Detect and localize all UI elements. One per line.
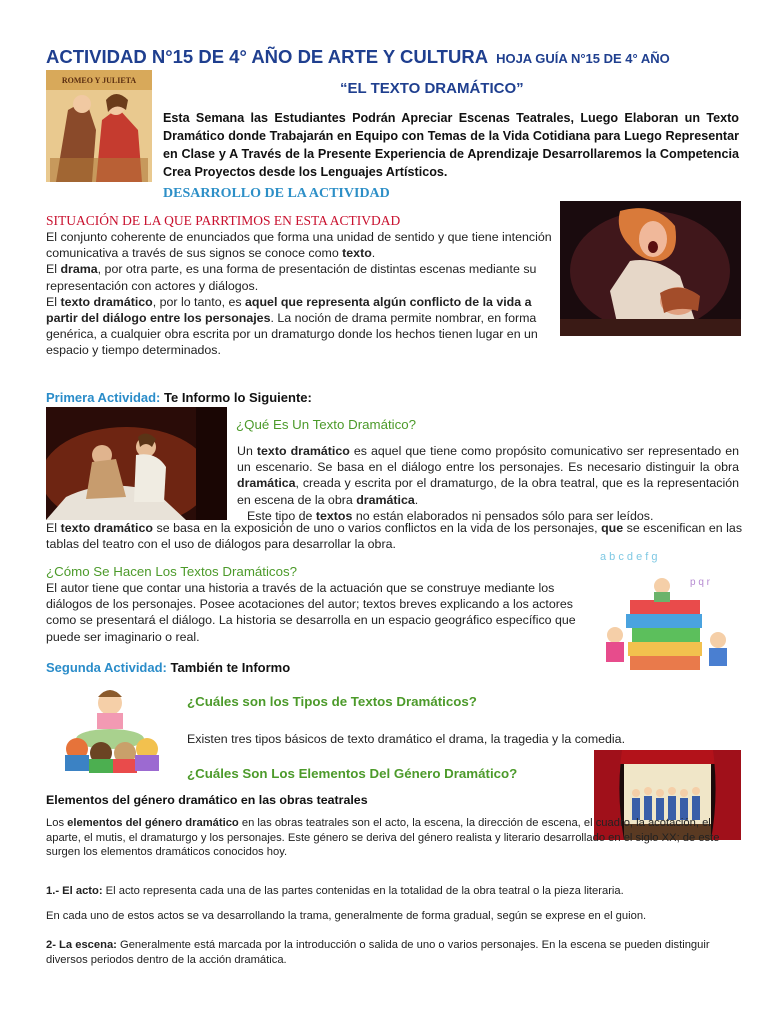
situation-text [46,229,552,359]
elements-text [46,816,743,860]
text-run-bold: que [601,521,624,535]
act-paragraph [46,884,743,899]
situation-paragraph-3 [46,294,552,359]
text-run: El [46,294,61,309]
text-run-bold: 1.- El acto: [46,885,103,897]
actress-singing-photo [560,201,741,336]
main-title: “EL TEXTO DRAMÁTICO” [340,80,524,97]
text-run-bold: texto dramático [60,294,153,309]
text-run-bold: dramática [237,476,296,491]
svg-text:p q r: p q r [690,577,711,588]
development-heading: DESARROLLO DE LA ACTIVIDAD [163,186,390,201]
kids-group-illustration [55,683,165,773]
how-made-answer: El autor tiene que contar una historia a través de la actuación que se construye mediante los diálogos de los personajes. Posee acotaciones del autor; textos breves explicando a los actores como se presentará el diálogo. La historia se desarrolla en un espacio geográfico específico que puede ser imaginario o real. [46,581,576,644]
text-run: se basa en la exposición de uno o varios conflictos en la vida de los personajes, [152,521,602,535]
text-run-bold: texto dramático [60,521,153,535]
text-run: . [414,492,419,507]
text-run: . La noción de drama permite nombrar, en forma genérica, a cualquier obra escrita por un dramaturgo donde los hechos tienen lugar en un espacio y tiempo determinados. [46,311,538,358]
text-run-bold: texto dramático [256,444,350,458]
text-run-bold: textos [315,508,353,523]
question-types: ¿Cuáles son los Tipos de Textos Dramáticos? [187,694,477,709]
text-run-bold: drama [60,262,98,277]
first-activity-text: Te Informo lo Siguiente: [164,390,312,405]
dramatic-text-definition [237,443,739,524]
act-paragraph-2: En cada uno de estos actos se va desarrollando la trama, generalmente de forma gradual, según se exprese en el guion. [46,910,647,922]
poster-text: ROMEO Y JULIETA [61,76,137,85]
text-run: , por lo tanto, es [152,294,246,309]
kids-reading-books-illustration [590,540,742,680]
text-run: El conjunto coherente de enunciados que forma una unidad de sentido y que tiene intención comunicativa a través de sus signos se conoce como [46,230,552,261]
text-run: , por otra parte, es una forma de presentación de distintas escenas mediante su representación con actores y diálogos. [46,262,537,293]
text-run: no están elaborados ni pensados sólo para ser leídos. [352,508,654,523]
text-run: El [46,521,61,535]
text-run: es aquel que tiene como propósito comunicativo ser representado en un escenario. Se basa en el diálogo entre los personajes. Es necesario distinguir la obra [237,444,739,475]
question-what-is-dramatic-text: ¿Qué Es Un Texto Dramático? [236,417,417,432]
situation-paragraph-2 [46,261,552,293]
text-run-bold: elementos del género dramático [67,817,239,829]
types-answer: Existen tres tipos básicos de texto dramático el drama, la tragedia y la comedia. [187,732,626,746]
svg-text:a b c d e f g: a b c d e f g [600,551,658,563]
situation-heading: SITUACIÓN DE LA QUE PARRTIMOS EN ESTA ACTIVDAD [46,213,401,228]
text-run: Los [46,817,68,829]
text-run: . [371,246,376,261]
text-run: El acto representa cada una de las partes contenidas en la totalidad de la obra teatral o la pieza literaria. [102,885,624,897]
text-run: Un [237,444,257,458]
situation-paragraph-1 [46,229,552,261]
subtitle-text: HOJA GUÍA N°15 DE 4° AÑO [496,51,670,66]
title-text: ACTIVIDAD N°15 DE 4° AÑO DE ARTE Y CULTURA [46,46,489,67]
romeo-julieta-poster-image [46,70,152,182]
intro-paragraph: Esta Semana las Estudiantes Podrán Apreciar Escenas Teatrales, Luego Elaboran un Texto Dramático donde Trabajarán en Equipo con Temas de la Vida Cotidiana para Luego Representar en Clase y A Través de la Presente Experiencia de Aprendizaje Desarrollaremos la Competencia Crea Proyectos desde los Lenguajes Artísticos. [163,111,739,179]
second-activity-label: Segunda Actividad: [46,660,167,675]
text-run: se escenifican en las tablas del teatro con el uso de diálogos para desarrollar la obra. [46,521,743,552]
second-activity-text: También te Informo [170,660,291,675]
scene-paragraph [46,938,743,967]
question-elements: ¿Cuáles Son Los Elementos Del Género Dramático? [187,766,518,781]
theatre-scene-photo [46,407,227,520]
text-run: El [46,262,61,277]
text-run: Este tipo de [247,508,316,523]
second-activity-heading [46,660,290,675]
text-run: en las obras teatrales son el acto, la escena, la dirección de escena, el cuadro, la acotación, el aparte, el mutis, el dramaturgo y los personajes. Este género se deriva del género realista y literario desarrollado en el siglo XX; de este surgen los elementos dramáticos conocidos hoy. [46,817,720,858]
question-how-made: ¿Cómo Se Hacen Los Textos Dramáticos? [46,564,298,579]
document-title [46,46,670,68]
text-run-bold: texto [342,246,372,261]
first-activity-heading [46,390,312,405]
text-run: , creada y escrita por el dramaturgo, de la obra teatral, que es la representación en escena de la obra [237,476,739,507]
text-run: Generalmente está marcada por la introducción o salida de uno o varios personajes. En la escena se pueden distinguir diversos periodos dentro de la acción dramática. [46,939,710,966]
elements-heading: Elementos del género dramático en las obras teatrales [46,793,368,807]
text-run-bold: 2- La escena: [46,939,117,951]
text-run-bold: dramática [356,492,415,507]
text-run-bold: aquel que representa algún conflicto de la vida a partir del diálogo entre los personajes [46,294,532,326]
first-activity-label: Primera Actividad: [46,390,161,405]
